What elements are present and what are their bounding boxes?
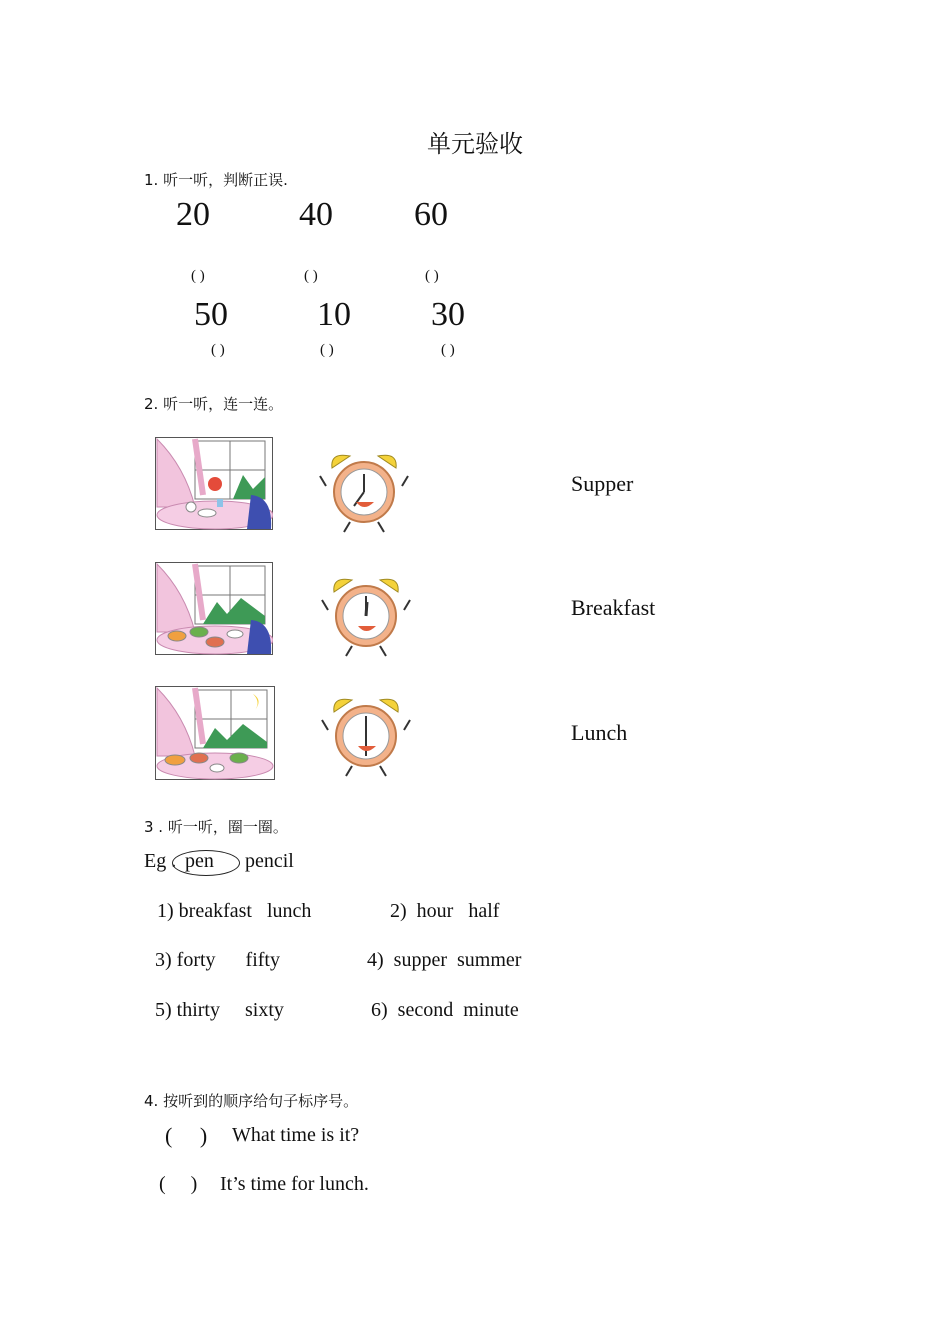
meal-word: Supper bbox=[571, 471, 634, 496]
meal-word: Lunch bbox=[571, 720, 628, 745]
sentence-number-blank[interactable]: ( ) bbox=[165, 1123, 208, 1148]
word-pair-option[interactable]: 6) second minute bbox=[371, 999, 519, 1021]
word-pair-option[interactable]: 4) supper summer bbox=[367, 949, 522, 971]
sentence-number-blank[interactable]: ( ) bbox=[159, 1173, 198, 1195]
sentence-text: It’s time for lunch. bbox=[220, 1173, 369, 1195]
page-title: 单元验收 bbox=[427, 130, 523, 158]
q1-answer-blank[interactable]: ( ) bbox=[304, 268, 318, 284]
word-pair-option[interactable]: 3) forty fifty bbox=[155, 949, 280, 971]
q1-answer-blank[interactable]: ( ) bbox=[191, 268, 205, 284]
q1-number: 40 bbox=[299, 196, 333, 233]
q1-answer-blank[interactable]: ( ) bbox=[425, 268, 439, 284]
word-pair-option[interactable]: 1) breakfast lunch bbox=[157, 900, 312, 922]
word-pair-option[interactable]: 2) hour half bbox=[390, 900, 500, 922]
q1-answer-blank[interactable]: ( ) bbox=[320, 342, 334, 358]
example-label: Eg . bbox=[144, 850, 177, 872]
dining-scene-image bbox=[155, 562, 273, 655]
q4-heading: 4. 按听到的顺序给句子标序号。 bbox=[144, 1092, 359, 1110]
q1-answer-blank[interactable]: ( ) bbox=[441, 342, 455, 358]
q1-number: 60 bbox=[414, 196, 448, 233]
word-pair-option[interactable]: 5) thirty sixty bbox=[155, 999, 284, 1021]
q1-number: 30 bbox=[431, 296, 465, 333]
alarm-clock-image bbox=[320, 570, 412, 658]
alarm-clock-image bbox=[320, 690, 412, 778]
q1-heading: 1. 听一听，判断正误. bbox=[144, 171, 288, 189]
q2-heading: 2. 听一听，连一连。 bbox=[144, 395, 284, 413]
alarm-clock-image bbox=[318, 446, 410, 534]
q1-number: 20 bbox=[176, 196, 210, 233]
dining-scene-image bbox=[155, 686, 275, 780]
q1-number: 50 bbox=[194, 296, 228, 333]
q1-number: 10 bbox=[317, 296, 351, 333]
q1-answer-blank[interactable]: ( ) bbox=[211, 342, 225, 358]
q3-heading: 3 . 听一听，圈一圈。 bbox=[144, 818, 288, 836]
sentence-text: What time is it? bbox=[232, 1124, 360, 1146]
dining-scene-image bbox=[155, 437, 273, 530]
example-other-word: pencil bbox=[245, 850, 294, 872]
example-circled-word: pen bbox=[185, 850, 214, 872]
meal-word: Breakfast bbox=[571, 595, 656, 620]
